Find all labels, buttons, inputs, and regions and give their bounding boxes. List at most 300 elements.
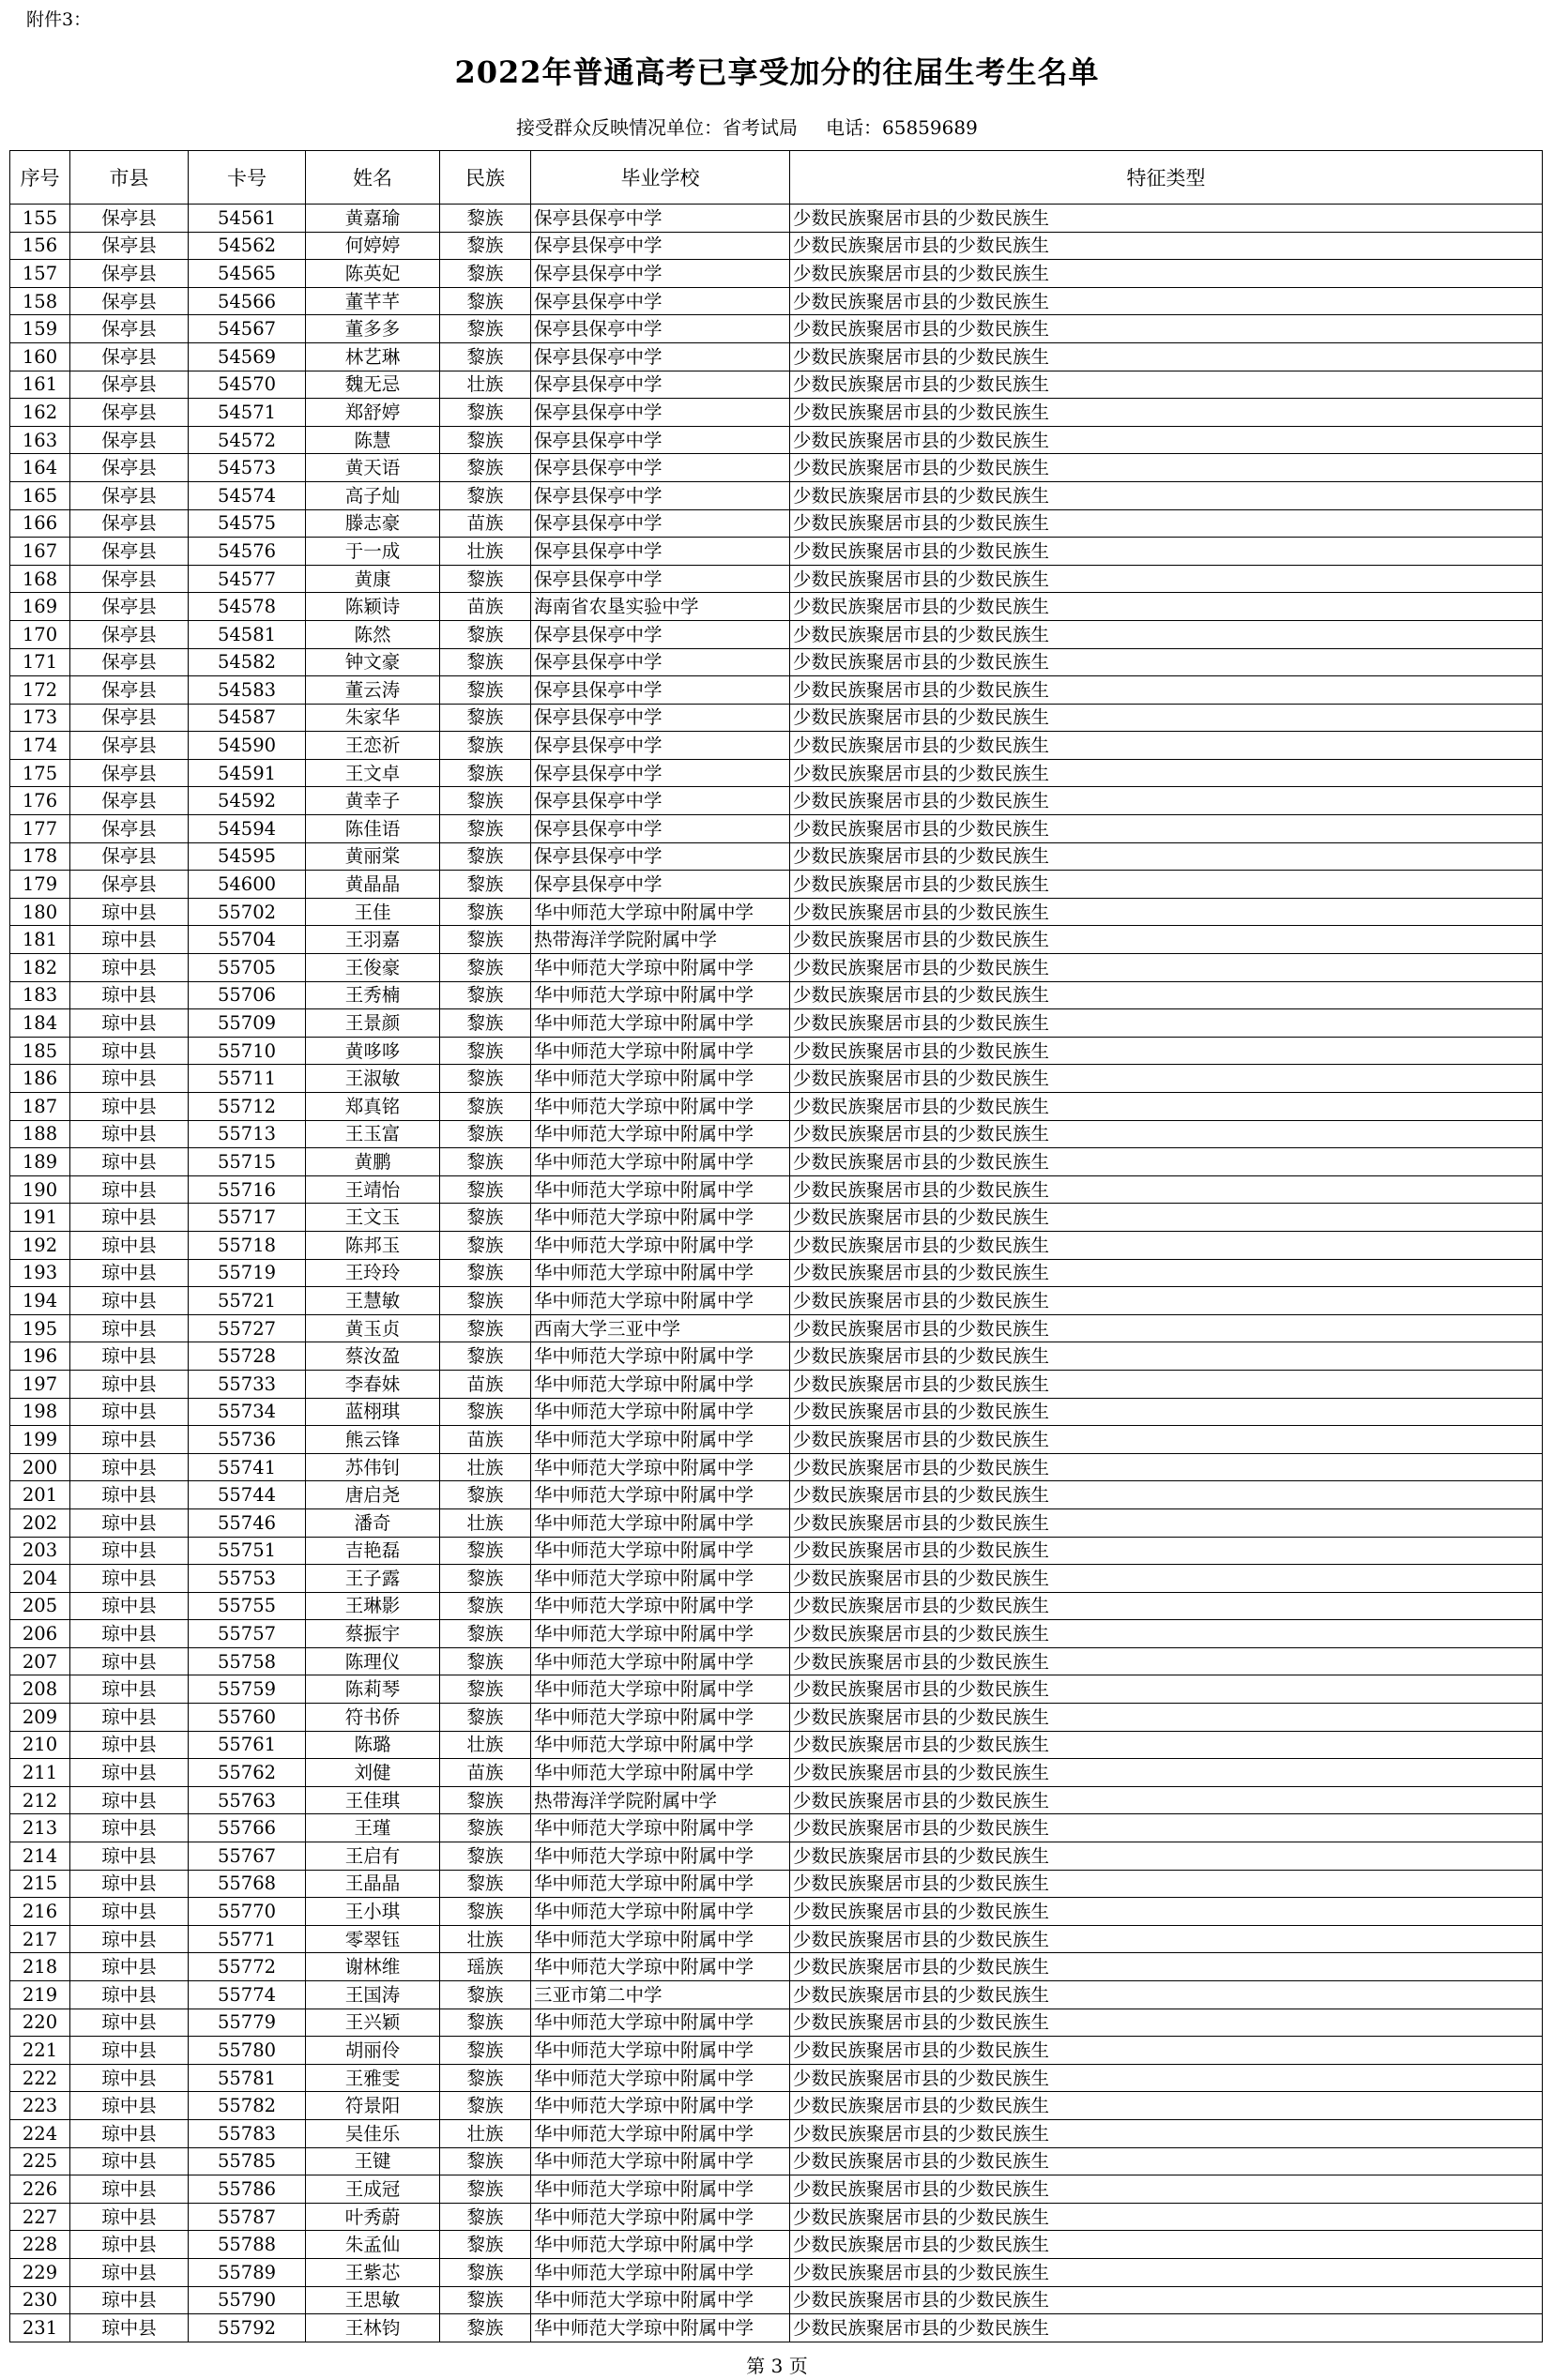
cell-type: 少数民族聚居市县的少数民族生 <box>790 1314 1543 1342</box>
cell-ethnicity: 黎族 <box>440 1786 531 1814</box>
cell-ethnicity: 黎族 <box>440 2064 531 2092</box>
cell-school: 保亭县保亭中学 <box>531 481 790 509</box>
cell-card: 54578 <box>189 593 306 621</box>
cell-card: 55766 <box>189 1814 306 1842</box>
cell-county: 保亭县 <box>70 593 189 621</box>
cell-index: 172 <box>10 676 70 705</box>
cell-county: 琼中县 <box>70 1370 189 1398</box>
cell-county: 琼中县 <box>70 1731 189 1759</box>
cell-index: 222 <box>10 2064 70 2092</box>
cell-ethnicity: 黎族 <box>440 1704 531 1732</box>
table-row <box>10 1148 1543 1176</box>
cell-name: 王瑾 <box>306 1814 440 1842</box>
cell-name: 王紫芯 <box>306 2258 440 2286</box>
cell-ethnicity: 黎族 <box>440 1842 531 1871</box>
cell-ethnicity: 黎族 <box>440 205 531 233</box>
cell-name: 黄嘉瑜 <box>306 205 440 233</box>
cell-ethnicity: 壮族 <box>440 371 531 399</box>
cell-school: 保亭县保亭中学 <box>531 538 790 566</box>
cell-ethnicity: 苗族 <box>440 1370 531 1398</box>
cell-school: 华中师范大学琼中附属中学 <box>531 2009 790 2037</box>
cell-ethnicity: 黎族 <box>440 2258 531 2286</box>
table-row <box>10 1065 1543 1093</box>
cell-type: 少数民族聚居市县的少数民族生 <box>790 648 1543 676</box>
cell-card: 55783 <box>189 2119 306 2147</box>
cell-name: 董云涛 <box>306 676 440 705</box>
cell-card: 55715 <box>189 1148 306 1176</box>
cell-index: 163 <box>10 426 70 454</box>
cell-index: 192 <box>10 1231 70 1259</box>
cell-name: 王小琪 <box>306 1898 440 1926</box>
cell-type: 少数民族聚居市县的少数民族生 <box>790 1898 1543 1926</box>
cell-school: 华中师范大学琼中附属中学 <box>531 981 790 1009</box>
cell-school: 华中师范大学琼中附属中学 <box>531 1009 790 1038</box>
cell-index: 207 <box>10 1647 70 1675</box>
cell-type: 少数民族聚居市县的少数民族生 <box>790 2231 1543 2259</box>
cell-ethnicity: 黎族 <box>440 648 531 676</box>
cell-card: 55763 <box>189 1786 306 1814</box>
cell-school: 华中师范大学琼中附属中学 <box>531 2147 790 2175</box>
cell-card: 55767 <box>189 1842 306 1871</box>
cell-name: 林艺琳 <box>306 342 440 371</box>
cell-type: 少数民族聚居市县的少数民族生 <box>790 1537 1543 1565</box>
cell-name: 王雅雯 <box>306 2064 440 2092</box>
cell-index: 166 <box>10 509 70 538</box>
cell-card: 55717 <box>189 1204 306 1232</box>
table-row <box>10 2286 1543 2314</box>
cell-ethnicity: 黎族 <box>440 1398 531 1426</box>
header-index: 序号 <box>10 151 70 205</box>
table-row <box>10 426 1543 454</box>
cell-card: 55771 <box>189 1925 306 1953</box>
table-row <box>10 593 1543 621</box>
cell-index: 230 <box>10 2286 70 2314</box>
cell-ethnicity: 黎族 <box>440 1898 531 1926</box>
cell-ethnicity: 黎族 <box>440 2231 531 2259</box>
cell-name: 符景阳 <box>306 2092 440 2120</box>
cell-school: 保亭县保亭中学 <box>531 426 790 454</box>
table-row <box>10 1398 1543 1426</box>
cell-type: 少数民族聚居市县的少数民族生 <box>790 1565 1543 1593</box>
table-row <box>10 1870 1543 1898</box>
cell-type: 少数民族聚居市县的少数民族生 <box>790 1647 1543 1675</box>
table-row <box>10 815 1543 843</box>
cell-index: 185 <box>10 1037 70 1065</box>
table-row <box>10 1565 1543 1593</box>
cell-ethnicity: 黎族 <box>440 1120 531 1148</box>
cell-ethnicity: 黎族 <box>440 2147 531 2175</box>
cell-ethnicity: 黎族 <box>440 759 531 787</box>
cell-card: 55716 <box>189 1175 306 1204</box>
cell-ethnicity: 黎族 <box>440 1481 531 1509</box>
cell-ethnicity: 黎族 <box>440 1981 531 2009</box>
cell-ethnicity: 黎族 <box>440 981 531 1009</box>
cell-type: 少数民族聚居市县的少数民族生 <box>790 1675 1543 1704</box>
cell-county: 琼中县 <box>70 2314 189 2342</box>
cell-index: 227 <box>10 2203 70 2231</box>
cell-county: 保亭县 <box>70 648 189 676</box>
cell-county: 保亭县 <box>70 315 189 343</box>
cell-index: 167 <box>10 538 70 566</box>
table-row <box>10 1259 1543 1287</box>
table-row <box>10 2064 1543 2092</box>
table-row <box>10 1426 1543 1454</box>
cell-card: 54583 <box>189 676 306 705</box>
cell-index: 162 <box>10 399 70 427</box>
cell-type: 少数民族聚居市县的少数民族生 <box>790 2147 1543 2175</box>
table-header-row <box>10 151 1543 205</box>
cell-name: 高子灿 <box>306 481 440 509</box>
cell-index: 168 <box>10 565 70 593</box>
table-row <box>10 871 1543 899</box>
cell-index: 174 <box>10 732 70 760</box>
cell-card: 54567 <box>189 315 306 343</box>
cell-name: 王文卓 <box>306 759 440 787</box>
cell-card: 54572 <box>189 426 306 454</box>
cell-name: 王慧敏 <box>306 1287 440 1315</box>
cell-index: 209 <box>10 1704 70 1732</box>
cell-type: 少数民族聚居市县的少数民族生 <box>790 954 1543 982</box>
cell-school: 保亭县保亭中学 <box>531 648 790 676</box>
cell-school: 保亭县保亭中学 <box>531 787 790 815</box>
cell-ethnicity: 黎族 <box>440 2037 531 2065</box>
cell-ethnicity: 黎族 <box>440 2092 531 2120</box>
table-row <box>10 759 1543 787</box>
cell-ethnicity: 壮族 <box>440 1508 531 1537</box>
cell-county: 琼中县 <box>70 1786 189 1814</box>
cell-card: 55702 <box>189 898 306 926</box>
cell-county: 保亭县 <box>70 287 189 315</box>
cell-county: 琼中县 <box>70 1342 189 1371</box>
cell-name: 王玲玲 <box>306 1259 440 1287</box>
cell-name: 王秀楠 <box>306 981 440 1009</box>
table-row <box>10 205 1543 233</box>
cell-index: 201 <box>10 1481 70 1509</box>
cell-type: 少数民族聚居市县的少数民族生 <box>790 1259 1543 1287</box>
cell-type: 少数民族聚居市县的少数民族生 <box>790 620 1543 648</box>
cell-type: 少数民族聚居市县的少数民族生 <box>790 1342 1543 1371</box>
cell-county: 保亭县 <box>70 787 189 815</box>
cell-school: 华中师范大学琼中附属中学 <box>531 1925 790 1953</box>
cell-county: 琼中县 <box>70 2037 189 2065</box>
cell-county: 琼中县 <box>70 1814 189 1842</box>
cell-card: 55704 <box>189 926 306 954</box>
cell-county: 琼中县 <box>70 1842 189 1871</box>
cell-index: 216 <box>10 1898 70 1926</box>
cell-card: 54575 <box>189 509 306 538</box>
cell-index: 215 <box>10 1870 70 1898</box>
cell-card: 54561 <box>189 205 306 233</box>
cell-type: 少数民族聚居市县的少数民族生 <box>790 898 1543 926</box>
cell-card: 54591 <box>189 759 306 787</box>
table-row <box>10 1287 1543 1315</box>
cell-card: 55780 <box>189 2037 306 2065</box>
cell-school: 保亭县保亭中学 <box>531 509 790 538</box>
cell-index: 156 <box>10 232 70 260</box>
cell-name: 熊云锋 <box>306 1426 440 1454</box>
cell-name: 王成冠 <box>306 2175 440 2204</box>
cell-name: 谢林维 <box>306 1953 440 1981</box>
cell-card: 55788 <box>189 2231 306 2259</box>
cell-county: 琼中县 <box>70 954 189 982</box>
cell-ethnicity: 黎族 <box>440 260 531 288</box>
cell-name: 王佳 <box>306 898 440 926</box>
cell-ethnicity: 苗族 <box>440 593 531 621</box>
candidate-table <box>9 150 1543 2342</box>
cell-ethnicity: 黎族 <box>440 1342 531 1371</box>
cell-school: 华中师范大学琼中附属中学 <box>531 1342 790 1371</box>
cell-ethnicity: 黎族 <box>440 676 531 705</box>
cell-type: 少数民族聚居市县的少数民族生 <box>790 1009 1543 1038</box>
cell-index: 210 <box>10 1731 70 1759</box>
cell-ethnicity: 苗族 <box>440 1759 531 1787</box>
table-row <box>10 371 1543 399</box>
cell-type: 少数民族聚居市县的少数民族生 <box>790 1759 1543 1787</box>
cell-school: 保亭县保亭中学 <box>531 620 790 648</box>
cell-school: 三亚市第二中学 <box>531 1981 790 2009</box>
header-school: 毕业学校 <box>531 151 790 205</box>
cell-ethnicity: 黎族 <box>440 287 531 315</box>
cell-name: 王文玉 <box>306 1204 440 1232</box>
table-row <box>10 2009 1543 2037</box>
cell-ethnicity: 黎族 <box>440 787 531 815</box>
cell-county: 琼中县 <box>70 1093 189 1121</box>
cell-type: 少数民族聚居市县的少数民族生 <box>790 1704 1543 1732</box>
cell-county: 琼中县 <box>70 1898 189 1926</box>
cell-name: 陈邦玉 <box>306 1231 440 1259</box>
cell-index: 173 <box>10 704 70 732</box>
cell-name: 蓝栩琪 <box>306 1398 440 1426</box>
table-row <box>10 1204 1543 1232</box>
cell-card: 55760 <box>189 1704 306 1732</box>
table-row <box>10 1842 1543 1871</box>
table-row <box>10 1481 1543 1509</box>
cell-ethnicity: 黎族 <box>440 2286 531 2314</box>
cell-name: 王键 <box>306 2147 440 2175</box>
table-row <box>10 704 1543 732</box>
cell-name: 潘奇 <box>306 1508 440 1537</box>
cell-school: 华中师范大学琼中附属中学 <box>531 2119 790 2147</box>
cell-type: 少数民族聚居市县的少数民族生 <box>790 1981 1543 2009</box>
cell-county: 保亭县 <box>70 426 189 454</box>
cell-county: 琼中县 <box>70 2119 189 2147</box>
cell-index: 193 <box>10 1259 70 1287</box>
cell-card: 54582 <box>189 648 306 676</box>
cell-index: 196 <box>10 1342 70 1371</box>
cell-county: 琼中县 <box>70 2009 189 2037</box>
table-row <box>10 287 1543 315</box>
table-row <box>10 260 1543 288</box>
cell-ethnicity: 黎族 <box>440 1620 531 1648</box>
contact-unit: 接受群众反映情况单位：省考试局 <box>516 116 798 139</box>
cell-card: 55736 <box>189 1426 306 1454</box>
cell-school: 华中师范大学琼中附属中学 <box>531 1537 790 1565</box>
cell-ethnicity: 黎族 <box>440 1647 531 1675</box>
cell-school: 华中师范大学琼中附属中学 <box>531 1592 790 1620</box>
cell-type: 少数民族聚居市县的少数民族生 <box>790 1037 1543 1065</box>
cell-card: 55779 <box>189 2009 306 2037</box>
cell-type: 少数民族聚居市县的少数民族生 <box>790 1842 1543 1871</box>
cell-ethnicity: 黎族 <box>440 342 531 371</box>
cell-card: 55789 <box>189 2258 306 2286</box>
cell-name: 王玉富 <box>306 1120 440 1148</box>
cell-name: 蔡振宇 <box>306 1620 440 1648</box>
cell-school: 保亭县保亭中学 <box>531 871 790 899</box>
cell-county: 琼中县 <box>70 2231 189 2259</box>
cell-ethnicity: 黎族 <box>440 954 531 982</box>
cell-county: 保亭县 <box>70 481 189 509</box>
cell-school: 保亭县保亭中学 <box>531 732 790 760</box>
cell-card: 55770 <box>189 1898 306 1926</box>
cell-county: 琼中县 <box>70 1314 189 1342</box>
table-row <box>10 1231 1543 1259</box>
cell-school: 保亭县保亭中学 <box>531 815 790 843</box>
cell-type: 少数民族聚居市县的少数民族生 <box>790 2009 1543 2037</box>
cell-ethnicity: 黎族 <box>440 815 531 843</box>
cell-card: 55774 <box>189 1981 306 2009</box>
cell-school: 华中师范大学琼中附属中学 <box>531 1481 790 1509</box>
cell-index: 206 <box>10 1620 70 1648</box>
cell-card: 55733 <box>189 1370 306 1398</box>
cell-school: 华中师范大学琼中附属中学 <box>531 1898 790 1926</box>
cell-county: 保亭县 <box>70 871 189 899</box>
table-row <box>10 1093 1543 1121</box>
cell-school: 华中师范大学琼中附属中学 <box>531 1953 790 1981</box>
cell-index: 219 <box>10 1981 70 2009</box>
cell-card: 55711 <box>189 1065 306 1093</box>
cell-county: 琼中县 <box>70 2258 189 2286</box>
cell-type: 少数民族聚居市县的少数民族生 <box>790 2175 1543 2204</box>
cell-index: 208 <box>10 1675 70 1704</box>
cell-county: 琼中县 <box>70 1204 189 1232</box>
cell-type: 少数民族聚居市县的少数民族生 <box>790 981 1543 1009</box>
cell-school: 华中师范大学琼中附属中学 <box>531 2175 790 2204</box>
cell-index: 203 <box>10 1537 70 1565</box>
cell-county: 琼中县 <box>70 926 189 954</box>
cell-type: 少数民族聚居市县的少数民族生 <box>790 2092 1543 2120</box>
cell-ethnicity: 黎族 <box>440 1065 531 1093</box>
table-row <box>10 1704 1543 1732</box>
table-row <box>10 565 1543 593</box>
table-row <box>10 1814 1543 1842</box>
cell-county: 琼中县 <box>70 1453 189 1481</box>
cell-county: 琼中县 <box>70 1508 189 1537</box>
table-row <box>10 509 1543 538</box>
cell-type: 少数民族聚居市县的少数民族生 <box>790 1426 1543 1454</box>
table-row <box>10 454 1543 482</box>
cell-county: 保亭县 <box>70 509 189 538</box>
cell-type: 少数民族聚居市县的少数民族生 <box>790 1870 1543 1898</box>
cell-card: 54600 <box>189 871 306 899</box>
cell-name: 王景颜 <box>306 1009 440 1038</box>
cell-card: 55792 <box>189 2314 306 2342</box>
cell-school: 华中师范大学琼中附属中学 <box>531 1759 790 1787</box>
cell-type: 少数民族聚居市县的少数民族生 <box>790 1370 1543 1398</box>
table-row <box>10 232 1543 260</box>
cell-county: 琼中县 <box>70 2203 189 2231</box>
table-row <box>10 342 1543 371</box>
page-number: 第 3 页 <box>746 2355 808 2377</box>
cell-type: 少数民族聚居市县的少数民族生 <box>790 815 1543 843</box>
cell-index: 231 <box>10 2314 70 2342</box>
cell-county: 琼中县 <box>70 1065 189 1093</box>
cell-type: 少数民族聚居市县的少数民族生 <box>790 1065 1543 1093</box>
cell-school: 保亭县保亭中学 <box>531 565 790 593</box>
cell-name: 王启有 <box>306 1842 440 1871</box>
cell-card: 55785 <box>189 2147 306 2175</box>
cell-index: 226 <box>10 2175 70 2204</box>
cell-ethnicity: 黎族 <box>440 1537 531 1565</box>
cell-county: 琼中县 <box>70 2064 189 2092</box>
cell-index: 198 <box>10 1398 70 1426</box>
cell-ethnicity: 黎族 <box>440 1204 531 1232</box>
cell-type: 少数民族聚居市县的少数民族生 <box>790 1287 1543 1315</box>
cell-name: 郑真铭 <box>306 1093 440 1121</box>
cell-county: 保亭县 <box>70 399 189 427</box>
cell-card: 54573 <box>189 454 306 482</box>
table-row <box>10 1786 1543 1814</box>
cell-type: 少数民族聚居市县的少数民族生 <box>790 1620 1543 1648</box>
cell-card: 55706 <box>189 981 306 1009</box>
cell-county: 琼中县 <box>70 1870 189 1898</box>
cell-index: 223 <box>10 2092 70 2120</box>
cell-card: 55781 <box>189 2064 306 2092</box>
contact-info <box>516 113 1006 140</box>
cell-index: 195 <box>10 1314 70 1342</box>
cell-type: 少数民族聚居市县的少数民族生 <box>790 232 1543 260</box>
table-body <box>10 205 1543 2342</box>
cell-card: 54565 <box>189 260 306 288</box>
cell-type: 少数民族聚居市县的少数民族生 <box>790 426 1543 454</box>
cell-type: 少数民族聚居市县的少数民族生 <box>790 2203 1543 2231</box>
table-row <box>10 1537 1543 1565</box>
cell-ethnicity: 壮族 <box>440 538 531 566</box>
table-row <box>10 2092 1543 2120</box>
cell-ethnicity: 黎族 <box>440 898 531 926</box>
cell-school: 华中师范大学琼中附属中学 <box>531 1453 790 1481</box>
cell-index: 180 <box>10 898 70 926</box>
cell-ethnicity: 黎族 <box>440 2009 531 2037</box>
cell-index: 189 <box>10 1148 70 1176</box>
cell-index: 165 <box>10 481 70 509</box>
cell-name: 王靖怡 <box>306 1175 440 1204</box>
cell-type: 少数民族聚居市县的少数民族生 <box>790 1481 1543 1509</box>
cell-county: 琼中县 <box>70 1704 189 1732</box>
cell-county: 琼中县 <box>70 1398 189 1426</box>
cell-name: 零翠钰 <box>306 1925 440 1953</box>
cell-index: 213 <box>10 1814 70 1842</box>
table-row <box>10 926 1543 954</box>
cell-index: 228 <box>10 2231 70 2259</box>
cell-name: 黄鹏 <box>306 1148 440 1176</box>
cell-name: 陈理仪 <box>306 1647 440 1675</box>
cell-school: 华中师范大学琼中附属中学 <box>531 2286 790 2314</box>
cell-school: 保亭县保亭中学 <box>531 371 790 399</box>
cell-type: 少数民族聚居市县的少数民族生 <box>790 1814 1543 1842</box>
contact-phone: 电话：65859689 <box>826 116 978 139</box>
cell-card: 55721 <box>189 1287 306 1315</box>
cell-card: 55705 <box>189 954 306 982</box>
cell-type: 少数民族聚居市县的少数民族生 <box>790 1508 1543 1537</box>
cell-ethnicity: 黎族 <box>440 732 531 760</box>
cell-index: 204 <box>10 1565 70 1593</box>
header-card: 卡号 <box>189 151 306 205</box>
header-type: 特征类型 <box>790 151 1543 205</box>
cell-name: 陈慧 <box>306 426 440 454</box>
cell-county: 琼中县 <box>70 2092 189 2120</box>
cell-name: 滕志豪 <box>306 509 440 538</box>
table-row <box>10 1314 1543 1342</box>
